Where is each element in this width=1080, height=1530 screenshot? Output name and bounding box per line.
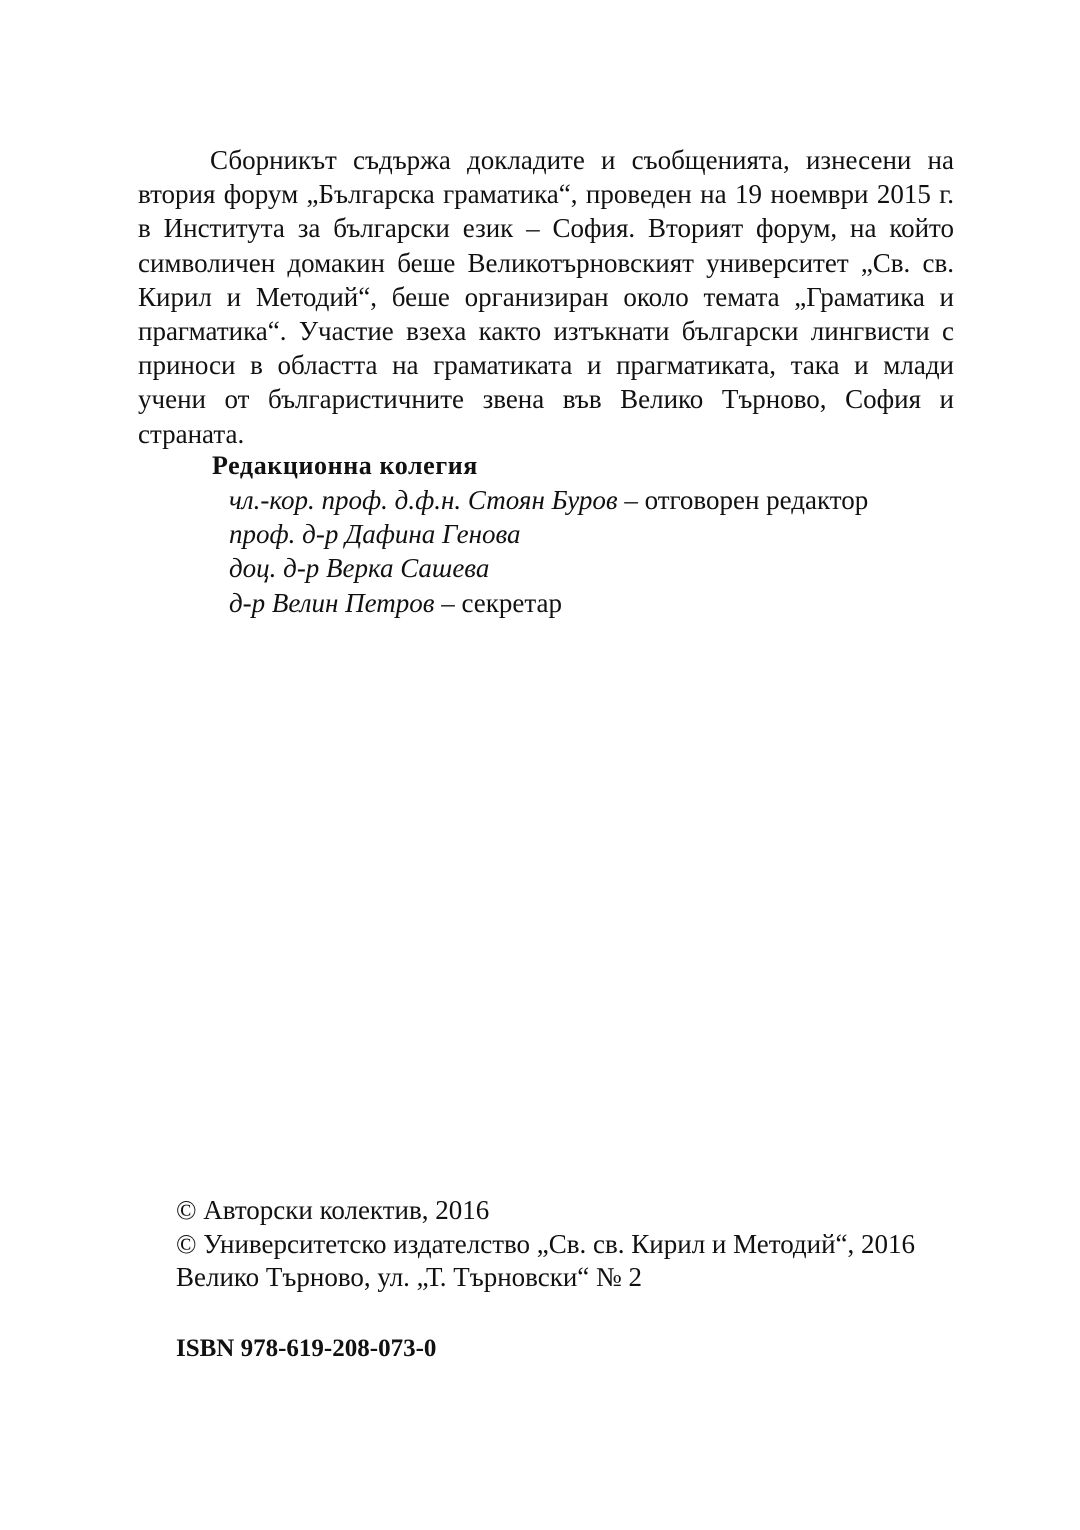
editorial-board-title: Редакционна колегия — [212, 451, 478, 480]
board-member-name: доц. д-р Верка Сашева — [229, 553, 490, 584]
editorial-board-list — [212, 483, 952, 620]
collection-abstract: Сборникът съдържа докладите и съобщенията, изнесени на втория форум „Българска граматика“, проведен на 19 ноември 2015 г. в Института за български език – София. Вторият форум, на който символичен домакин беше Великотърновският университет „Св. св. Кирил и Методий“, беше организиран около темата „Граматика и прагматика“. Участие взеха както изтъкнати български лингвисти с приноси в областта на граматиката и прагматиката, така и млади учени от българистичните звена във Велико Търново, София и страната. — [138, 145, 954, 449]
publisher-address: Велико Търново, ул. „Т. Търновски“ № 2 — [176, 1262, 643, 1292]
board-member — [229, 551, 952, 585]
board-member — [229, 483, 952, 517]
board-member-role: – секретар — [434, 587, 562, 618]
copyright-imprint — [176, 1194, 976, 1295]
board-member-name: проф. д-р Дафина Генова — [229, 519, 521, 550]
board-member-role: – отговорен редактор — [617, 485, 869, 515]
editorial-board — [212, 449, 952, 620]
isbn-number: ISBN 978-619-208-073-0 — [176, 1335, 437, 1362]
copyright-publisher: © Университетско издателство „Св. св. Кирил и Методий“, 2016 — [176, 1228, 916, 1259]
board-member-name: д-р Велин Петров — [229, 587, 435, 618]
board-member-name: чл.-кор. проф. д.ф.н. Стоян Буров — [229, 485, 618, 515]
board-member — [229, 586, 952, 620]
board-member — [229, 517, 952, 551]
copyright-authors: © Авторски колектив, 2016 — [176, 1195, 490, 1225]
